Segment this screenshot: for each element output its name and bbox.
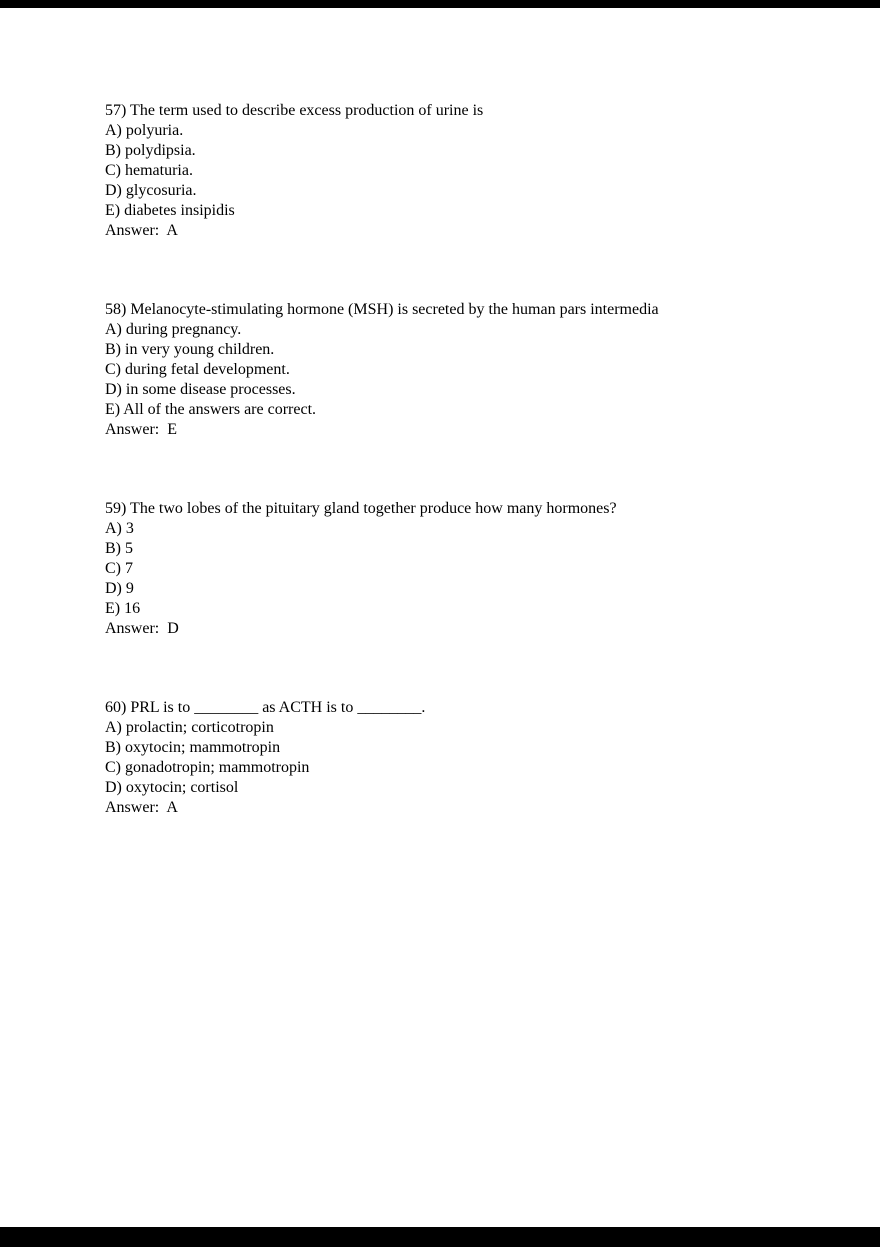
question-57 [105,101,820,241]
option-c: C) hematuria. [105,162,193,179]
option-c: C) during fetal development. [105,361,290,378]
question-58 [105,300,820,440]
option-e: E) All of the answers are correct. [105,401,317,418]
option-d: D) oxytocin; cortisol [105,779,239,796]
question-60 [105,698,820,818]
question-prompt: 57) The term used to describe excess production of urine is [105,102,484,119]
option-c: C) 7 [105,560,133,577]
quiz-content [105,101,820,877]
top-black-bar [0,0,880,8]
option-e: E) 16 [105,600,141,617]
option-b: B) in very young children. [105,341,275,358]
option-e: E) diabetes insipidis [105,202,235,219]
question-prompt: 59) The two lobes of the pituitary gland together produce how many hormones? [105,500,617,517]
answer-line: Answer: A [105,799,178,816]
option-a: A) 3 [105,520,134,537]
option-d: D) 9 [105,580,134,597]
option-d: D) glycosuria. [105,182,197,199]
question-59 [105,499,820,639]
option-b: B) 5 [105,540,133,557]
option-a: A) during pregnancy. [105,321,242,338]
option-b: B) oxytocin; mammotropin [105,739,281,756]
bottom-black-bar [0,1227,880,1247]
option-a: A) polyuria. [105,122,184,139]
option-b: B) polydipsia. [105,142,196,159]
answer-line: Answer: D [105,620,179,637]
question-prompt: 58) Melanocyte-stimulating hormone (MSH) is secreted by the human pars intermedia [105,301,659,318]
option-c: C) gonadotropin; mammotropin [105,759,310,776]
answer-line: Answer: A [105,222,178,239]
answer-line: Answer: E [105,421,177,438]
question-prompt: 60) PRL is to ________ as ACTH is to ________. [105,699,426,716]
option-d: D) in some disease processes. [105,381,296,398]
option-a: A) prolactin; corticotropin [105,719,274,736]
